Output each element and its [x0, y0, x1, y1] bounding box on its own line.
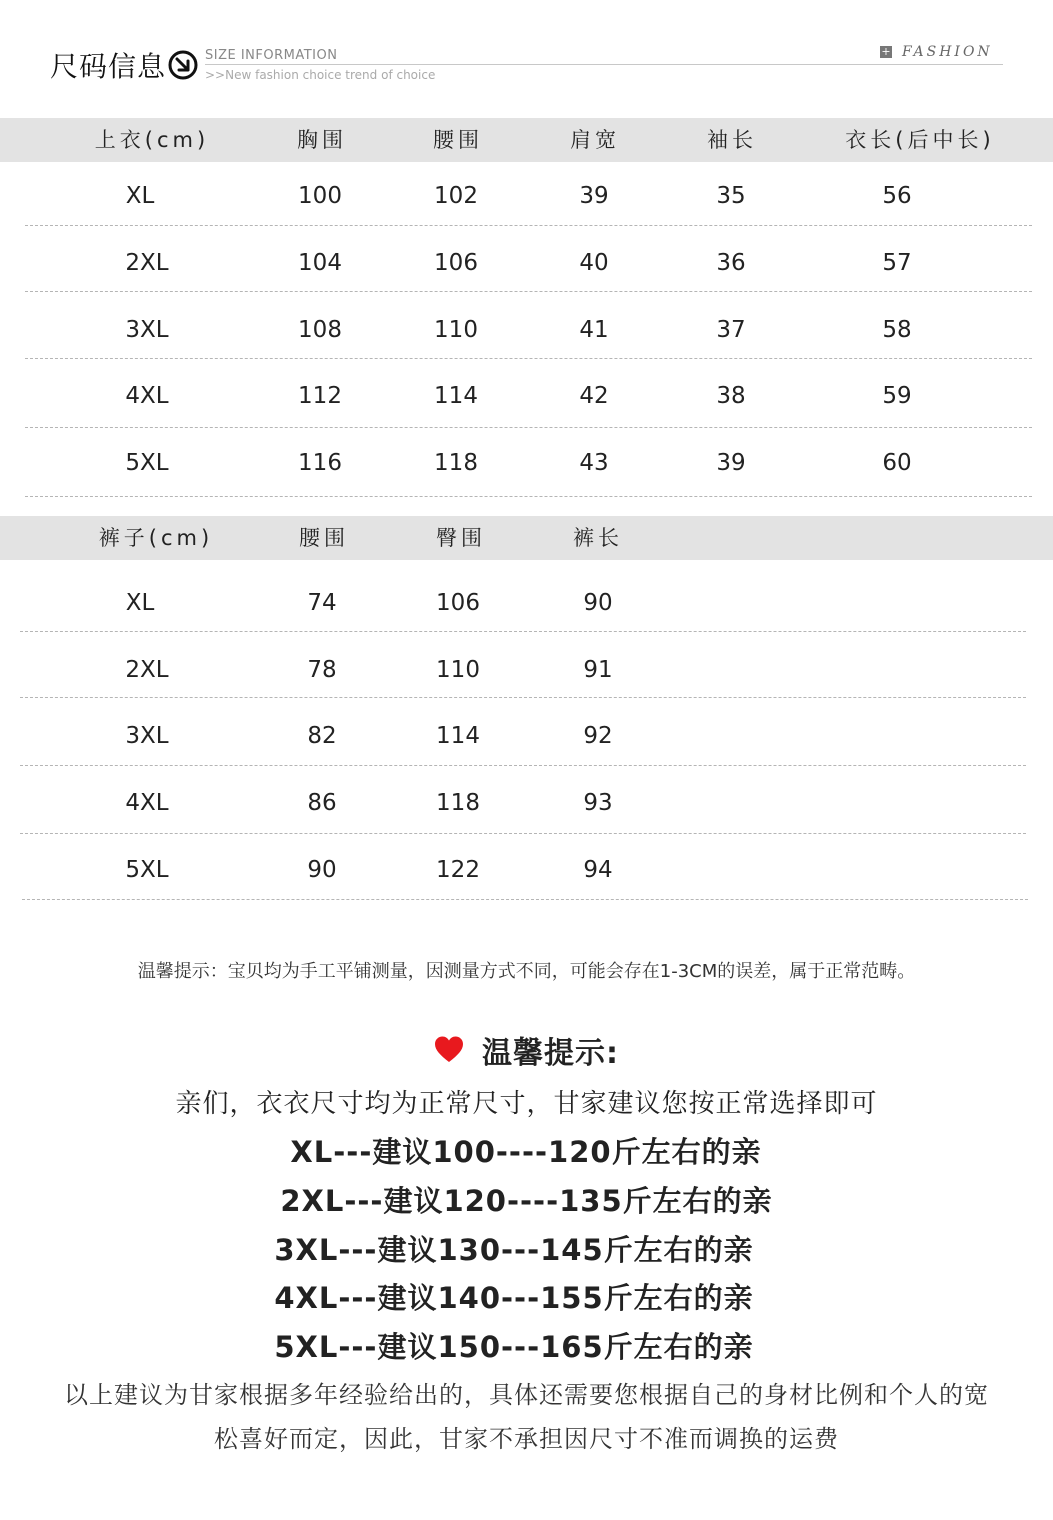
- row-divider: [25, 496, 1032, 497]
- hip-cell: 118: [436, 790, 480, 816]
- sleeve-cell: 35: [716, 183, 746, 209]
- shoulder-cell: 39: [579, 183, 609, 209]
- waist-cell: 114: [434, 383, 478, 409]
- pants-length-cell: 91: [583, 657, 613, 683]
- waist-cell: 78: [307, 657, 337, 683]
- chest-cell: 100: [298, 183, 342, 209]
- length-cell: 60: [882, 450, 912, 476]
- header: [0, 0, 1053, 110]
- pants-length-cell: 90: [583, 590, 613, 616]
- sleeve-cell: 37: [716, 317, 746, 343]
- size-cell: 3XL: [125, 317, 169, 343]
- row-divider: [25, 427, 1032, 428]
- table-row: [0, 837, 1053, 903]
- size-recommendation: 2XL---建议120----135斤左右的亲: [280, 1184, 773, 1218]
- length-cell: 58: [882, 317, 912, 343]
- tips-title: 温馨提示:: [482, 1036, 619, 1071]
- table-row: [0, 430, 1053, 496]
- brand-label: [880, 44, 993, 60]
- tips-footer-line: 以上建议为甘家根据多年经验给出的，具体还需要您根据自己的身材比例和个人的宽: [64, 1381, 989, 1409]
- row-divider: [25, 225, 1032, 226]
- row-divider: [25, 358, 1032, 359]
- shoulder-cell: 40: [579, 250, 609, 276]
- waist-cell: 102: [434, 183, 478, 209]
- length-cell: 56: [882, 183, 912, 209]
- size-cell: 5XL: [125, 450, 169, 476]
- sleeve-cell: 36: [716, 250, 746, 276]
- table-row: [0, 363, 1053, 429]
- row-divider: [20, 697, 1026, 698]
- hip-cell: 106: [436, 590, 480, 616]
- table-row: [0, 637, 1053, 703]
- size-recommendation: 5XL---建议150---165斤左右的亲: [274, 1330, 754, 1364]
- brand-text: FASHION: [902, 44, 993, 60]
- waist-cell: 110: [434, 317, 478, 343]
- pants-header-cell: 腰围: [299, 526, 349, 550]
- subtitle: >>New fashion choice trend of choice: [205, 68, 436, 82]
- hip-cell: 110: [436, 657, 480, 683]
- size-cell: 5XL: [125, 857, 169, 883]
- tips-intro: 亲们，衣衣尺寸均为正常尺寸，甘家建议您按正常选择即可: [175, 1089, 878, 1119]
- size-recommendation: 3XL---建议130---145斤左右的亲: [274, 1233, 754, 1267]
- chest-cell: 112: [298, 383, 342, 409]
- header-divider: [205, 64, 1003, 65]
- tips-heading: [0, 1028, 1053, 1072]
- table-row: [0, 297, 1053, 363]
- table-row: [0, 230, 1053, 296]
- table-row: [0, 163, 1053, 229]
- table-row: [0, 703, 1053, 769]
- size-cell: 4XL: [125, 790, 169, 816]
- table-row: [0, 570, 1053, 636]
- waist-cell: 118: [434, 450, 478, 476]
- pants-length-cell: 94: [583, 857, 613, 883]
- measurement-notice: 温馨提示：宝贝均为手工平铺测量，因测量方式不同，可能会存在1-3CM的误差，属于正常范畴。: [137, 961, 916, 982]
- tops-header-cell: 胸围: [297, 128, 347, 152]
- title-english: SIZE INFORMATION: [205, 48, 338, 63]
- hip-cell: 114: [436, 723, 480, 749]
- length-cell: 59: [882, 383, 912, 409]
- row-divider: [20, 765, 1026, 766]
- heart-icon: [434, 1035, 464, 1065]
- row-divider: [20, 631, 1026, 632]
- pants-length-cell: 92: [583, 723, 613, 749]
- shoulder-cell: 41: [579, 317, 609, 343]
- waist-cell: 74: [307, 590, 337, 616]
- tops-header-cell: 衣长(后中长): [845, 128, 995, 152]
- chest-cell: 116: [298, 450, 342, 476]
- hip-cell: 122: [436, 857, 480, 883]
- waist-cell: 82: [307, 723, 337, 749]
- size-cell: 4XL: [125, 383, 169, 409]
- tops-header-cell: 肩宽: [570, 128, 620, 152]
- shoulder-cell: 43: [579, 450, 609, 476]
- pants-length-cell: 93: [583, 790, 613, 816]
- size-cell: 2XL: [125, 657, 169, 683]
- pants-table-header: [0, 516, 1053, 560]
- tops-table-header: [0, 118, 1053, 162]
- plus-icon: +: [881, 45, 891, 58]
- arrow-down-right-icon: [168, 50, 198, 80]
- tops-header-cell: 袖长: [707, 128, 757, 152]
- chest-cell: 108: [298, 317, 342, 343]
- shoulder-cell: 42: [579, 383, 609, 409]
- waist-cell: 106: [434, 250, 478, 276]
- sleeve-cell: 38: [716, 383, 746, 409]
- size-cell: XL: [125, 183, 155, 209]
- pants-header-cell: 臀围: [436, 526, 486, 550]
- size-recommendation: XL---建议100----120斤左右的亲: [290, 1135, 762, 1169]
- size-recommendation: 4XL---建议140---155斤左右的亲: [274, 1281, 754, 1315]
- size-cell: 3XL: [125, 723, 169, 749]
- row-divider: [25, 291, 1032, 292]
- chest-cell: 104: [298, 250, 342, 276]
- size-cell: XL: [125, 590, 155, 616]
- page-title: 尺码信息: [50, 50, 167, 83]
- tops-header-cell: 腰围: [433, 128, 483, 152]
- row-divider: [20, 833, 1026, 834]
- row-divider: [22, 899, 1028, 900]
- waist-cell: 90: [307, 857, 337, 883]
- tips-footer-line: 松喜好而定，因此，甘家不承担因尺寸不准而调换的运费: [214, 1425, 839, 1453]
- table-row: [0, 770, 1053, 836]
- length-cell: 57: [882, 250, 912, 276]
- sleeve-cell: 39: [716, 450, 746, 476]
- pants-header-cell: 裤子(cm): [98, 526, 214, 550]
- tops-header-cell: 上衣(cm): [94, 128, 210, 152]
- pants-header-cell: 裤长: [573, 526, 623, 550]
- size-cell: 2XL: [125, 250, 169, 276]
- waist-cell: 86: [307, 790, 337, 816]
